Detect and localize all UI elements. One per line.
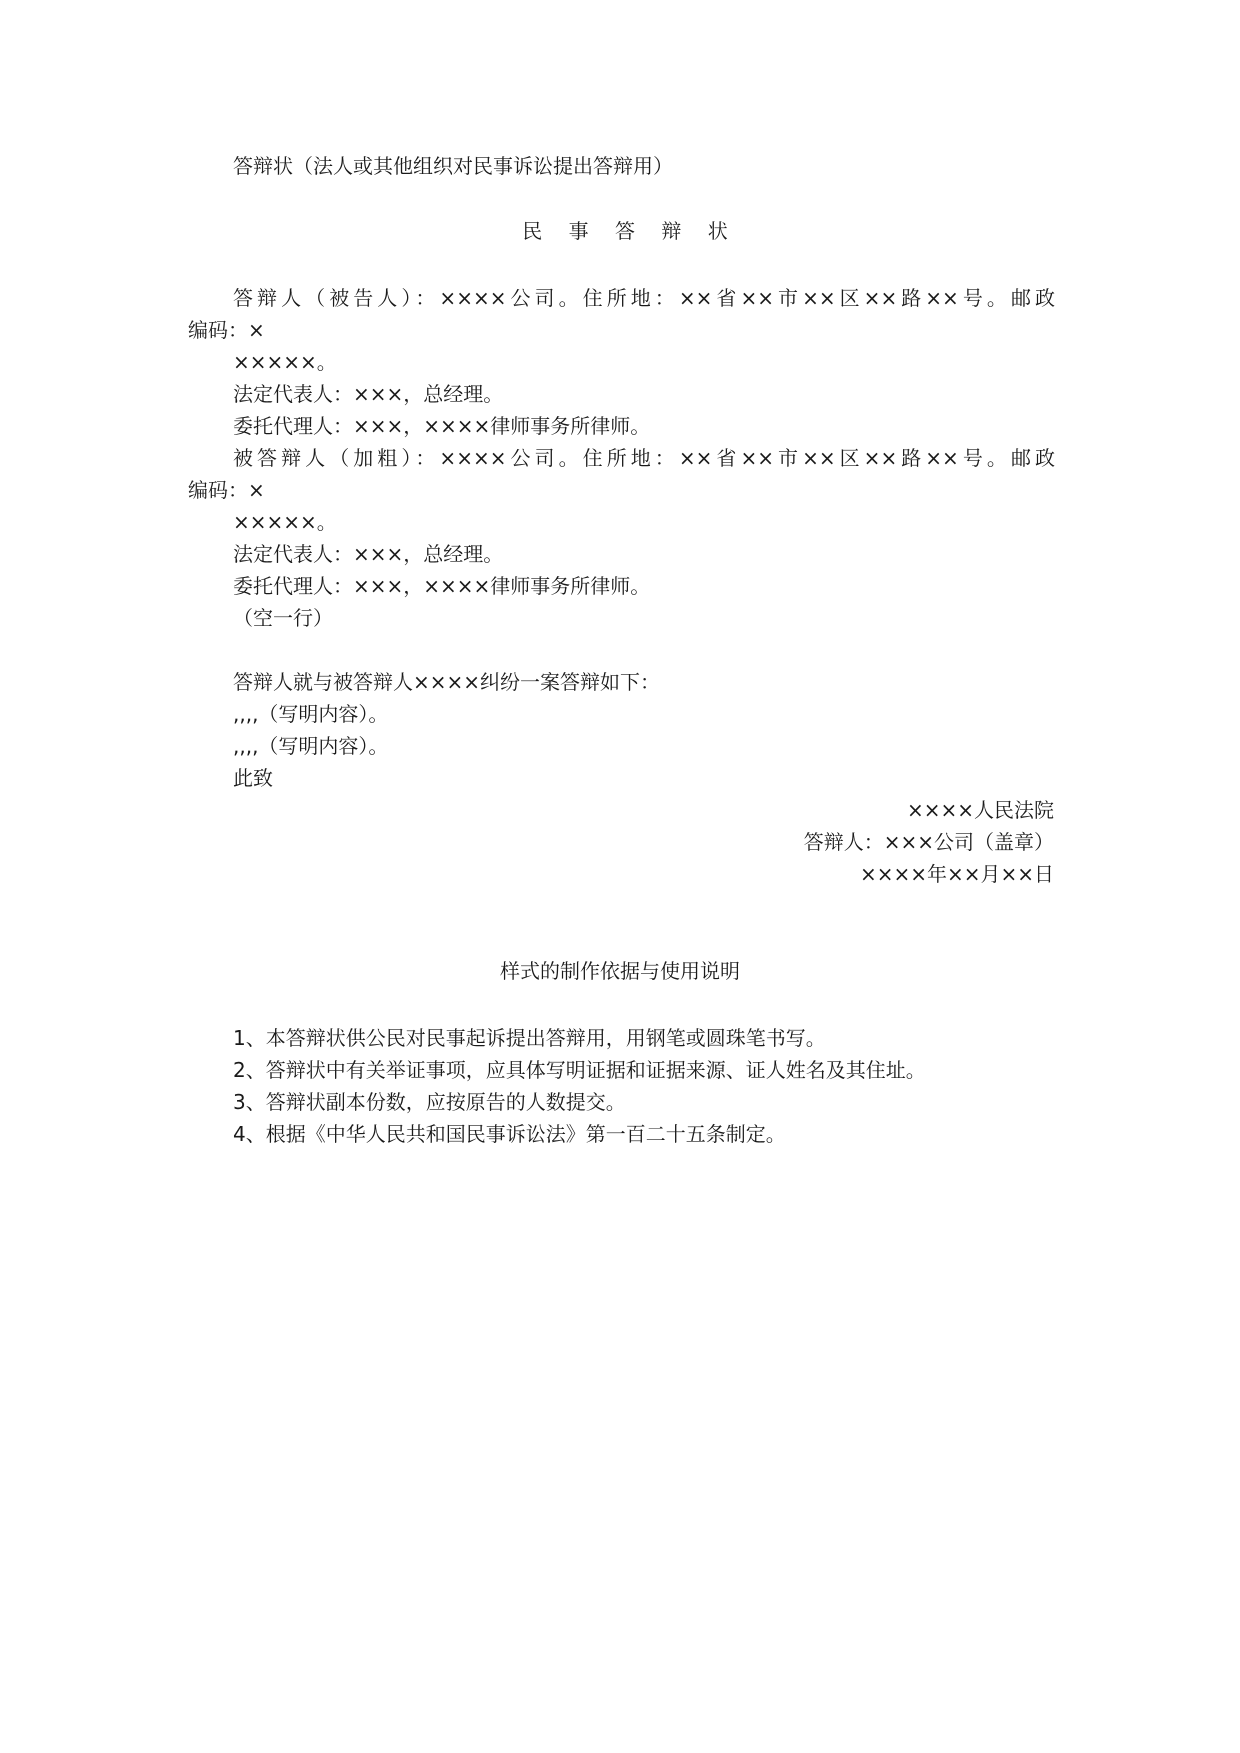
respondent-line-1: 答辩人（被告人）：××××公司。住所地：××省××市××区××路××号。邮政 — [233, 286, 1055, 310]
document-heading: 答辩状（法人或其他组织对民事诉讼提出答辩用） — [233, 154, 673, 178]
body-intro: 答辩人就与被答辩人××××纠纷一案答辩如下： — [233, 670, 661, 694]
blank-line-note: （空一行） — [233, 606, 333, 630]
document-title: 民 事 答 辩 状 — [522, 219, 738, 243]
opponent-agent: 委托代理人：×××，××××律师事务所律师。 — [233, 574, 651, 598]
respondent-agent: 委托代理人：×××，××××律师事务所律师。 — [233, 414, 651, 438]
respondent-line-3: ×××××。 — [233, 350, 337, 374]
body-item-2: ,,,,（写明内容）。 — [233, 734, 389, 758]
closing-salutation: 此致 — [233, 766, 273, 790]
signature-signer: 答辩人：×××公司（盖章） — [803, 830, 1054, 854]
opponent-legal-rep: 法定代表人：×××，总经理。 — [233, 542, 504, 566]
instruction-item: 3、答辩状副本份数，应按原告的人数提交。 — [233, 1090, 626, 1114]
respondent-legal-rep: 法定代表人：×××，总经理。 — [233, 382, 504, 406]
body-item-1: ,,,,（写明内容）。 — [233, 702, 389, 726]
instruction-item: 1、本答辩状供公民对民事起诉提出答辩用，用钢笔或圆珠笔书写。 — [233, 1026, 826, 1050]
signature-court: ××××人民法院 — [906, 798, 1054, 822]
respondent-line-2: 编码：× — [188, 318, 265, 342]
opponent-line-1: 被答辩人（加粗）：××××公司。住所地：××省××市××区××路××号。邮政 — [233, 446, 1055, 470]
opponent-line-2: 编码：× — [188, 478, 265, 502]
instruction-item: 4、根据《中华人民共和国民事诉讼法》第一百二十五条制定。 — [233, 1122, 786, 1146]
instruction-item: 2、答辩状中有关举证事项，应具体写明证据和证据来源、证人姓名及其住址。 — [233, 1058, 926, 1082]
signature-date: ××××年××月××日 — [859, 862, 1054, 886]
opponent-line-3: ×××××。 — [233, 510, 337, 534]
instructions-title: 样式的制作依据与使用说明 — [500, 959, 740, 983]
